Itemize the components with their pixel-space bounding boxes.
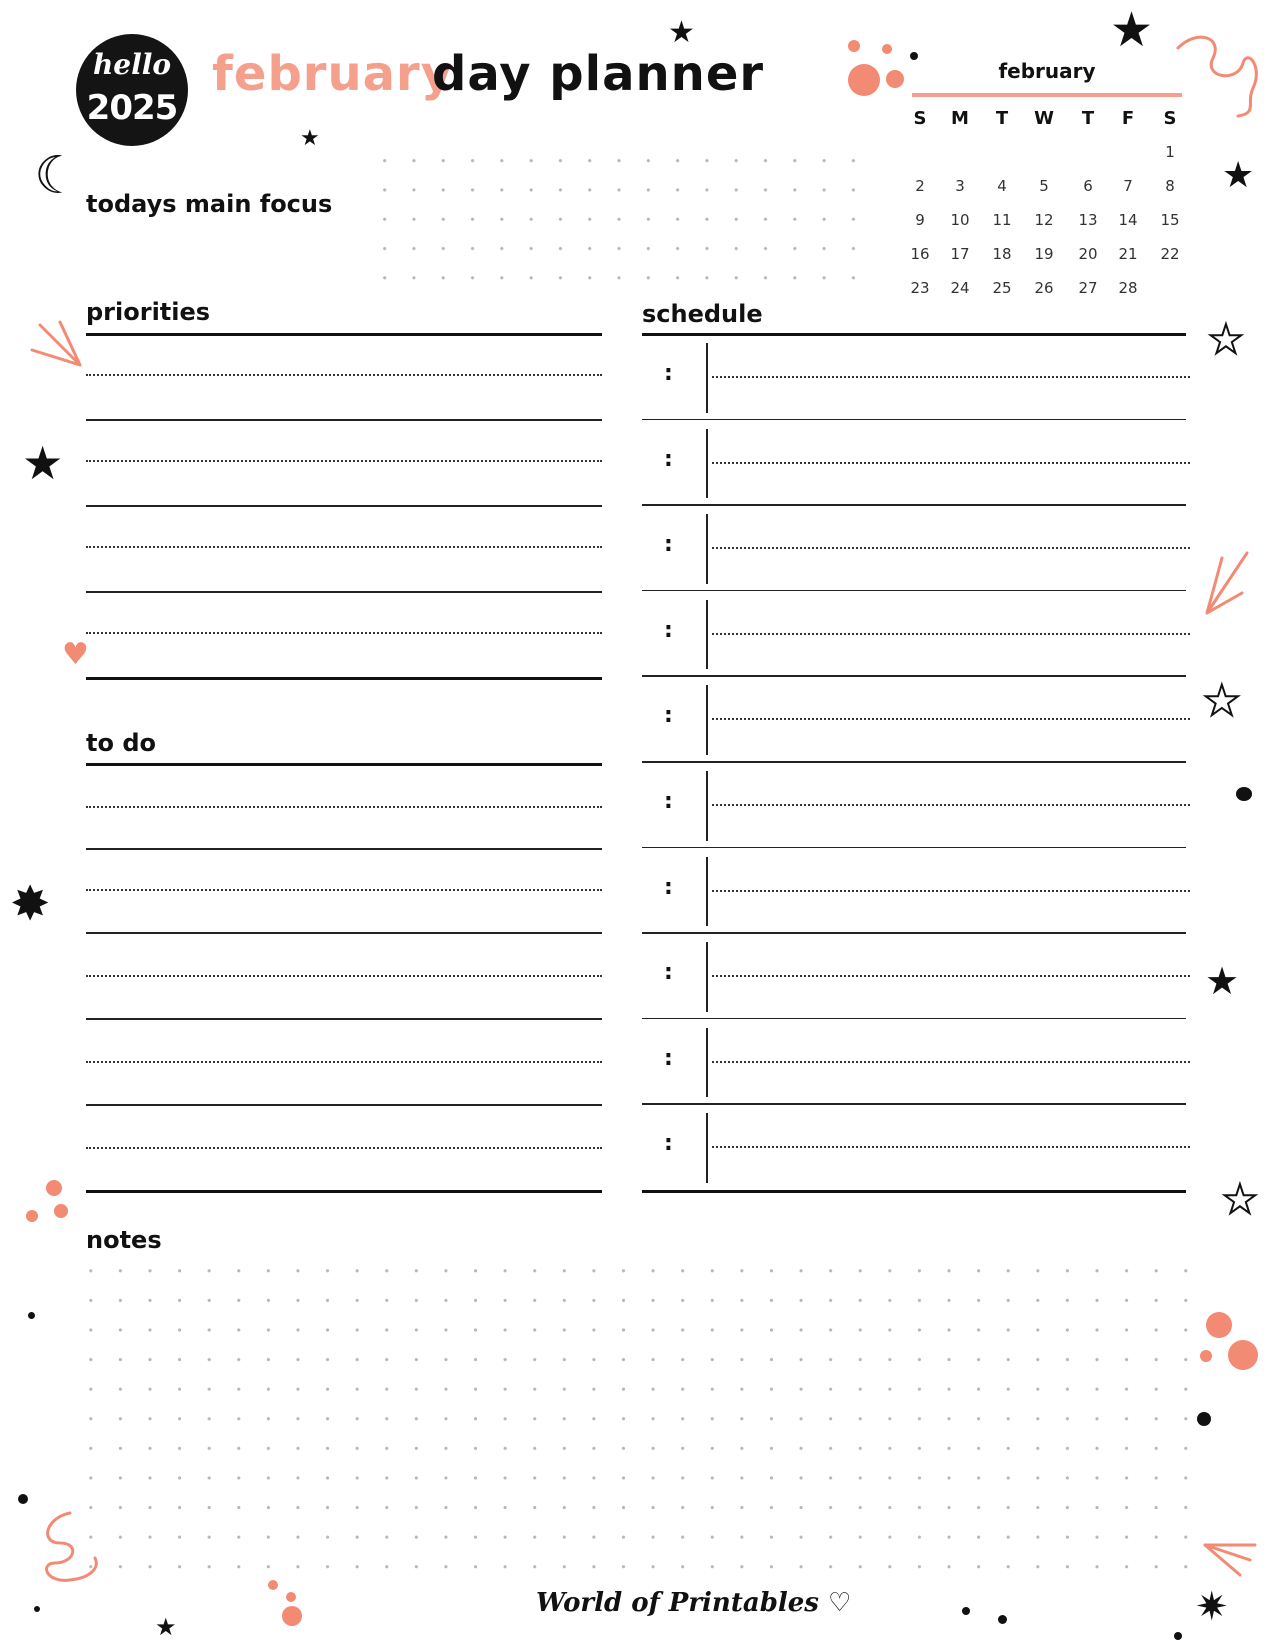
calendar-day: 10 [950, 211, 970, 229]
schedule-time-divider [706, 685, 708, 755]
black-dot [962, 1607, 970, 1615]
calendar-day: 22 [1160, 245, 1180, 263]
priority-divider [86, 419, 602, 421]
calendar-day: 25 [992, 279, 1012, 297]
calendar-day: 3 [955, 177, 965, 195]
coral-dot [54, 1204, 68, 1218]
todo-write-line [86, 806, 602, 808]
black-dot [34, 1606, 40, 1612]
star-icon: ★ [1222, 155, 1255, 196]
star-icon: ★ [668, 15, 695, 50]
calendar-weekday: M [951, 108, 969, 129]
calendar-weekday: T [1081, 108, 1095, 129]
calendar-day: 2 [915, 177, 925, 195]
calendar-day: 17 [950, 245, 970, 263]
coral-dot [1228, 1340, 1258, 1370]
schedule-time-divider [706, 942, 708, 1012]
schedule-divider [642, 1018, 1186, 1020]
calendar-day: 20 [1078, 245, 1098, 263]
priority-divider [86, 591, 602, 593]
schedule-time-divider [706, 343, 708, 413]
coral-dot [268, 1580, 278, 1590]
todo-write-line [86, 889, 602, 891]
black-dot [1197, 1412, 1211, 1426]
heart-icon: ♥ [62, 637, 89, 672]
calendar-weekday: F [1121, 108, 1135, 129]
schedule-time-separator: : [664, 532, 673, 558]
todo-divider [86, 1104, 602, 1106]
todo-write-line [86, 975, 602, 977]
star-icon: ★ [1205, 959, 1240, 1003]
todo-divider [86, 932, 602, 934]
star-outline-icon: ★ [1203, 676, 1241, 725]
coral-dot [46, 1180, 62, 1196]
schedule-write-line [712, 718, 1190, 720]
coral-dot [886, 70, 904, 88]
notes-label: notes [86, 1226, 162, 1254]
calendar-day: 5 [1039, 177, 1049, 195]
schedule-divider [642, 675, 1186, 677]
black-dot [18, 1494, 28, 1504]
calendar-day: 28 [1118, 279, 1138, 297]
schedule-time-divider [706, 771, 708, 841]
coral-swirl-icon [1168, 28, 1268, 124]
schedule-time-divider [706, 1113, 708, 1183]
schedule-time-separator: : [664, 703, 673, 729]
schedule-write-line [712, 975, 1190, 977]
coral-dot [1200, 1350, 1212, 1362]
calendar-day: 26 [1034, 279, 1054, 297]
priority-divider [86, 505, 602, 507]
schedule-write-line [712, 890, 1190, 892]
calendar-weekday: S [1163, 108, 1177, 129]
notes-dot-grid [76, 1256, 1196, 1576]
schedule-time-separator: : [664, 617, 673, 643]
schedule-time-divider [706, 429, 708, 499]
focus-dot-grid [370, 146, 880, 282]
calendar-weekday: S [913, 108, 927, 129]
schedule-write-line [712, 547, 1190, 549]
schedule-divider [642, 1103, 1186, 1105]
schedule-divider [642, 847, 1186, 849]
coral-dot [282, 1606, 302, 1626]
todo-write-line [86, 1061, 602, 1063]
schedule-time-divider [706, 600, 708, 670]
schedule-write-line [712, 462, 1190, 464]
calendar-month-label: february [998, 59, 1096, 83]
schedule-time-separator: : [664, 1131, 673, 1157]
calendar-day: 23 [910, 279, 930, 297]
schedule-label: schedule [642, 300, 763, 328]
schedule-time-separator: : [664, 874, 673, 900]
coral-dot [848, 64, 880, 96]
badge-year-text: 2025 [86, 88, 178, 128]
black-dot [1174, 1632, 1182, 1640]
calendar-day: 15 [1160, 211, 1180, 229]
schedule-write-line [712, 804, 1190, 806]
coral-dot [286, 1592, 296, 1602]
star-burst-icon: ✸ [10, 876, 51, 932]
calendar-day: 8 [1165, 177, 1175, 195]
black-dot [910, 52, 918, 60]
schedule-bottom-rule [642, 1190, 1186, 1193]
schedule-time-divider [706, 1028, 708, 1098]
calendar-day: 24 [950, 279, 970, 297]
todo-divider [86, 1018, 602, 1020]
star-icon: ★ [22, 436, 64, 490]
calendar-day: 11 [992, 211, 1012, 229]
todo-bottom-rule [86, 1190, 602, 1193]
crescent-moon-icon: ☾ [34, 146, 81, 206]
priorities-top-rule [86, 333, 602, 336]
calendar-weekday: W [1034, 108, 1054, 129]
calendar-day: 19 [1034, 245, 1054, 263]
schedule-top-rule [642, 333, 1186, 336]
star-icon: ★ [300, 126, 320, 151]
coral-dot [848, 40, 860, 52]
sparkle-icon: ✷ [1195, 1584, 1229, 1630]
schedule-divider [642, 761, 1186, 763]
calendar-day: 13 [1078, 211, 1098, 229]
coral-dot [26, 1210, 38, 1222]
schedule-time-separator: : [664, 960, 673, 986]
schedule-write-line [712, 376, 1190, 378]
calendar-day: 21 [1118, 245, 1138, 263]
hello-2025-badge [76, 34, 188, 146]
schedule-time-divider [706, 857, 708, 927]
priority-write-line [86, 632, 602, 634]
schedule-divider [642, 419, 1186, 421]
star-icon: ★ [1110, 2, 1154, 58]
schedule-write-line [712, 633, 1190, 635]
schedule-time-separator: : [664, 361, 673, 386]
todo-write-line [86, 1147, 602, 1149]
calendar-day: 12 [1034, 211, 1054, 229]
priority-write-line [86, 374, 602, 376]
title-day-planner: day planner [432, 46, 765, 102]
calendar-day: 14 [1118, 211, 1138, 229]
schedule-divider [642, 932, 1186, 934]
coral-burst-lines-icon [1200, 1540, 1260, 1580]
schedule-time-divider [706, 514, 708, 584]
schedule-divider [642, 504, 1186, 506]
todo-top-rule [86, 763, 602, 766]
black-dot [28, 1312, 35, 1319]
star-outline-icon: ★ [1208, 317, 1244, 363]
priorities-label: priorities [86, 298, 211, 326]
schedule-write-line [712, 1146, 1190, 1148]
calendar-day: 7 [1123, 177, 1133, 195]
calendar-day: 16 [910, 245, 930, 263]
calendar-weekday: T [995, 108, 1009, 129]
schedule-write-line [712, 1061, 1190, 1063]
title-month: february [212, 46, 453, 102]
priorities-bottom-rule [86, 677, 602, 680]
calendar-day: 9 [915, 211, 925, 229]
star-outline-icon: ★ [1222, 1177, 1258, 1223]
schedule-time-separator: : [664, 1045, 673, 1071]
calendar-day: 4 [997, 177, 1007, 195]
focus-label: todays main focus [86, 190, 333, 218]
coral-dot [1206, 1312, 1232, 1338]
coral-swirl-icon [30, 1508, 110, 1588]
calendar-month-underline [912, 93, 1182, 97]
coral-burst-lines-icon [30, 320, 90, 370]
todo-label: to do [86, 729, 156, 757]
badge-hello-text: hello [92, 48, 172, 81]
star-icon: ★ [155, 1613, 177, 1641]
schedule-divider [642, 590, 1186, 592]
priority-write-line [86, 460, 602, 462]
calendar-day: 27 [1078, 279, 1098, 297]
schedule-time-separator: : [664, 446, 673, 472]
brand-footer: World of Printables ♡ [536, 1588, 852, 1618]
calendar-day: 18 [992, 245, 1012, 263]
black-dot [998, 1615, 1007, 1624]
coral-burst-lines-icon [1202, 548, 1252, 618]
todo-divider [86, 848, 602, 850]
priority-write-line [86, 546, 602, 548]
calendar-day: 6 [1083, 177, 1093, 195]
calendar-day: 1 [1165, 143, 1175, 161]
coral-dot [882, 44, 892, 54]
black-dot [1236, 787, 1252, 801]
schedule-time-separator: : [664, 789, 673, 814]
